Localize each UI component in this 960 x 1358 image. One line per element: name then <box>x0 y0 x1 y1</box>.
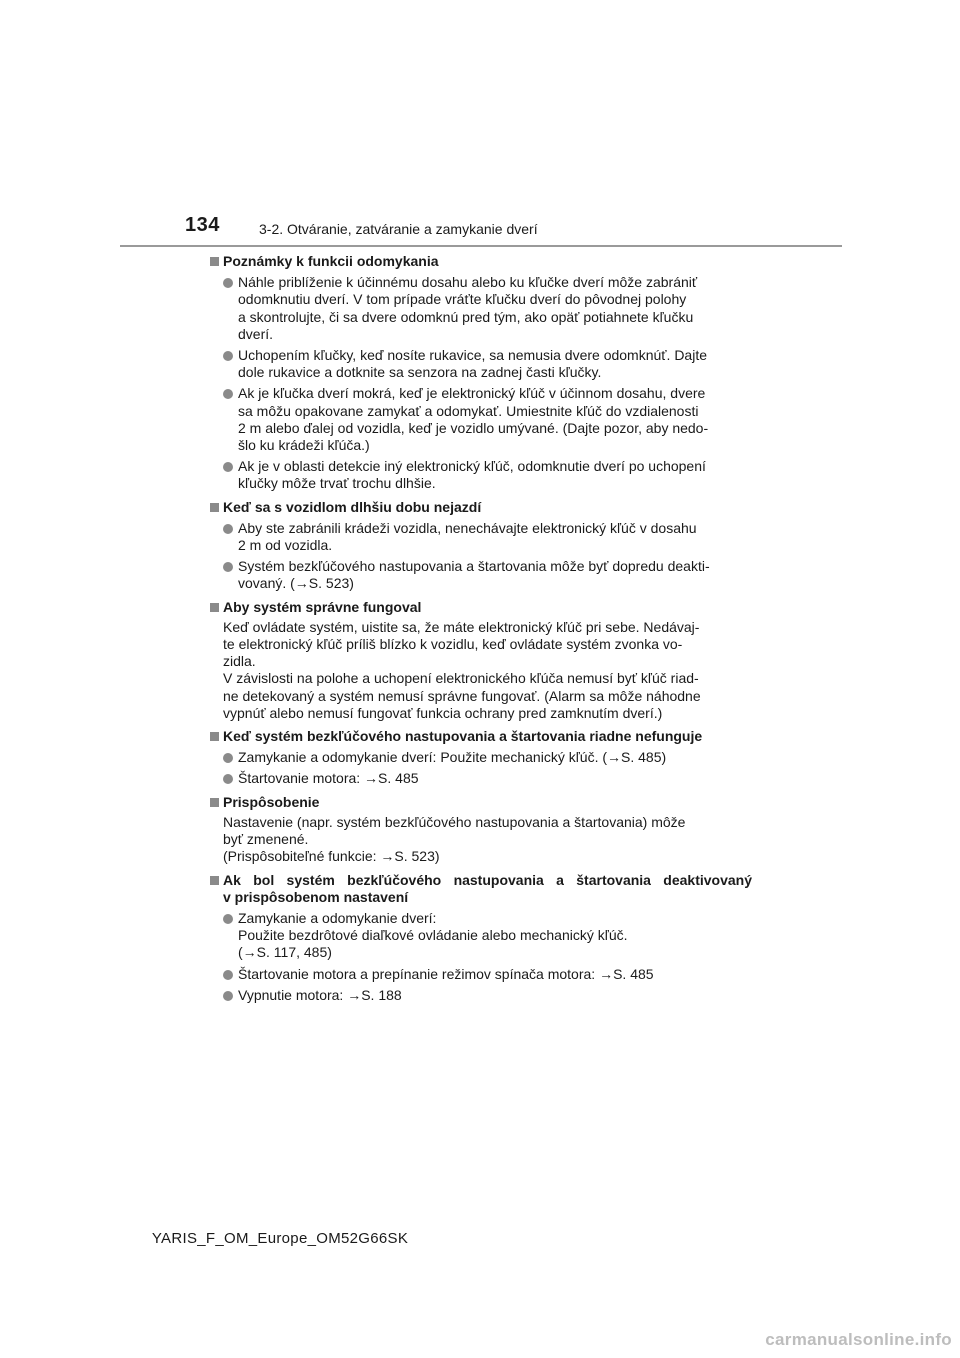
bullet-item: Zamykanie a odomykanie dverí: Použite mechanický kľúč. (→S. 485) <box>210 749 752 766</box>
section-title: Aby systém správne fungoval <box>210 599 752 616</box>
section-proper-operation <box>210 599 752 722</box>
header-rule <box>120 245 842 247</box>
bullet-item: Štartovanie motora a prepínanie režimov spínača motora: →S. 485 <box>210 966 752 983</box>
round-bullet-icon <box>223 351 233 361</box>
section-title: Ak bol systém bezkľúčového nastupovania a štartovania deaktivovaný v prispôsobenom nastavení <box>210 872 752 906</box>
watermark-logo: carmanualsonline.info <box>765 1330 952 1349</box>
square-bullet-icon <box>210 503 219 512</box>
footer <box>0 1230 960 1247</box>
bullet-item: Náhle priblíženie k účinnému dosahu alebo ku kľučke dverí môže zabrániť odomknutiu dverí. V tom prípade vráťte kľučku dverí do pôvodnej polohy a skontrolujte, či sa dvere odomknú pred tým, ako opäť potiahnete kľučku dverí. <box>210 274 752 343</box>
section-title: Keď systém bezkľúčového nastupovania a štartovania riadne nefunguje <box>210 728 752 745</box>
running-head: 3-2. Otváranie, zatváranie a zamykanie dverí <box>259 221 538 237</box>
section-title: Poznámky k funkcii odomykania <box>210 253 752 270</box>
square-bullet-icon <box>210 876 219 885</box>
section-title: Prispôsobenie <box>210 794 752 811</box>
section-malfunction <box>210 728 752 788</box>
round-bullet-icon <box>223 991 233 1001</box>
square-bullet-icon <box>210 603 219 612</box>
square-bullet-icon <box>210 798 219 807</box>
round-bullet-icon <box>223 970 233 980</box>
round-bullet-icon <box>223 278 233 288</box>
bullet-item: Zamykanie a odomykanie dverí: Použite bezdrôtové diaľkové ovládanie alebo mechanický kľúč. (→S. 117, 485) <box>210 910 752 962</box>
section-title: Keď sa s vozidlom dlhšiu dobu nejazdí <box>210 499 752 516</box>
round-bullet-icon <box>223 914 233 924</box>
round-bullet-icon <box>223 462 233 472</box>
bullet-item: Ak je v oblasti detekcie iný elektronický kľúč, odomknutie dverí po uchopení kľučky môže trvať trochu dlhšie. <box>210 458 752 492</box>
bullet-item: Ak je kľučka dverí mokrá, keď je elektronický kľúč v účinnom dosahu, dvere sa môžu opakovane zamykať a odomykať. Umiestnite kľúč do vzdialenosti 2 m alebo ďalej od vozidla, keď je vozidlo umývané. (Dajte pozor, aby nedo- šlo ku krádeži kľúča.) <box>210 385 752 454</box>
round-bullet-icon <box>223 562 233 572</box>
bullet-item: Systém bezkľúčového nastupovania a štartovania môže byť dopredu deakti- vovaný. (→S. 523) <box>210 558 752 592</box>
section-customization <box>210 794 752 866</box>
document-code: YARIS_F_OM_Europe_OM52G66SK <box>151 1230 409 1247</box>
bullet-item: Vypnutie motora: →S. 188 <box>210 987 752 1004</box>
bullet-item: Uchopením kľučky, keď nosíte rukavice, sa nemusia dvere odomknúť. Dajte dole rukavice a dotknite sa senzora na zadnej časti kľučky. <box>210 347 752 381</box>
page-content <box>210 253 752 1004</box>
round-bullet-icon <box>223 753 233 763</box>
bullet-item: Aby ste zabránili krádeži vozidla, nenechávajte elektronický kľúč v dosahu 2 m od vozidla. <box>210 520 752 554</box>
section-deactivated <box>210 872 752 1004</box>
square-bullet-icon <box>210 257 219 266</box>
section-unlock-notes <box>210 253 752 493</box>
round-bullet-icon <box>223 389 233 399</box>
section-long-parking <box>210 499 752 593</box>
round-bullet-icon <box>223 524 233 534</box>
bullet-item: Štartovanie motora: →S. 485 <box>210 770 752 787</box>
square-bullet-icon <box>210 732 219 741</box>
round-bullet-icon <box>223 774 233 784</box>
page-number: 134 <box>185 214 220 236</box>
section-paragraph: Nastavenie (napr. systém bezkľúčového nastupovania a štartovania) môže byť zmenené. (Prispôsobiteľné funkcie: →S. 523) <box>223 813 686 865</box>
section-paragraph: Keď ovládate systém, uistite sa, že máte elektronický kľúč pri sebe. Nedávaj- te elektronický kľúč príliš blízko k vozidlu, keď ovládate systém zvonka vo- zidla. V závislosti na polohe a uchopení elektronického kľúča nemusí byť kľúč riad- ne detekovaný a systém nemusí správne fungovať. (Alarm sa môže náhodne vypnúť alebo nemusí fungovať funkcia ochrany pred zamknutím dverí.) <box>223 618 701 721</box>
